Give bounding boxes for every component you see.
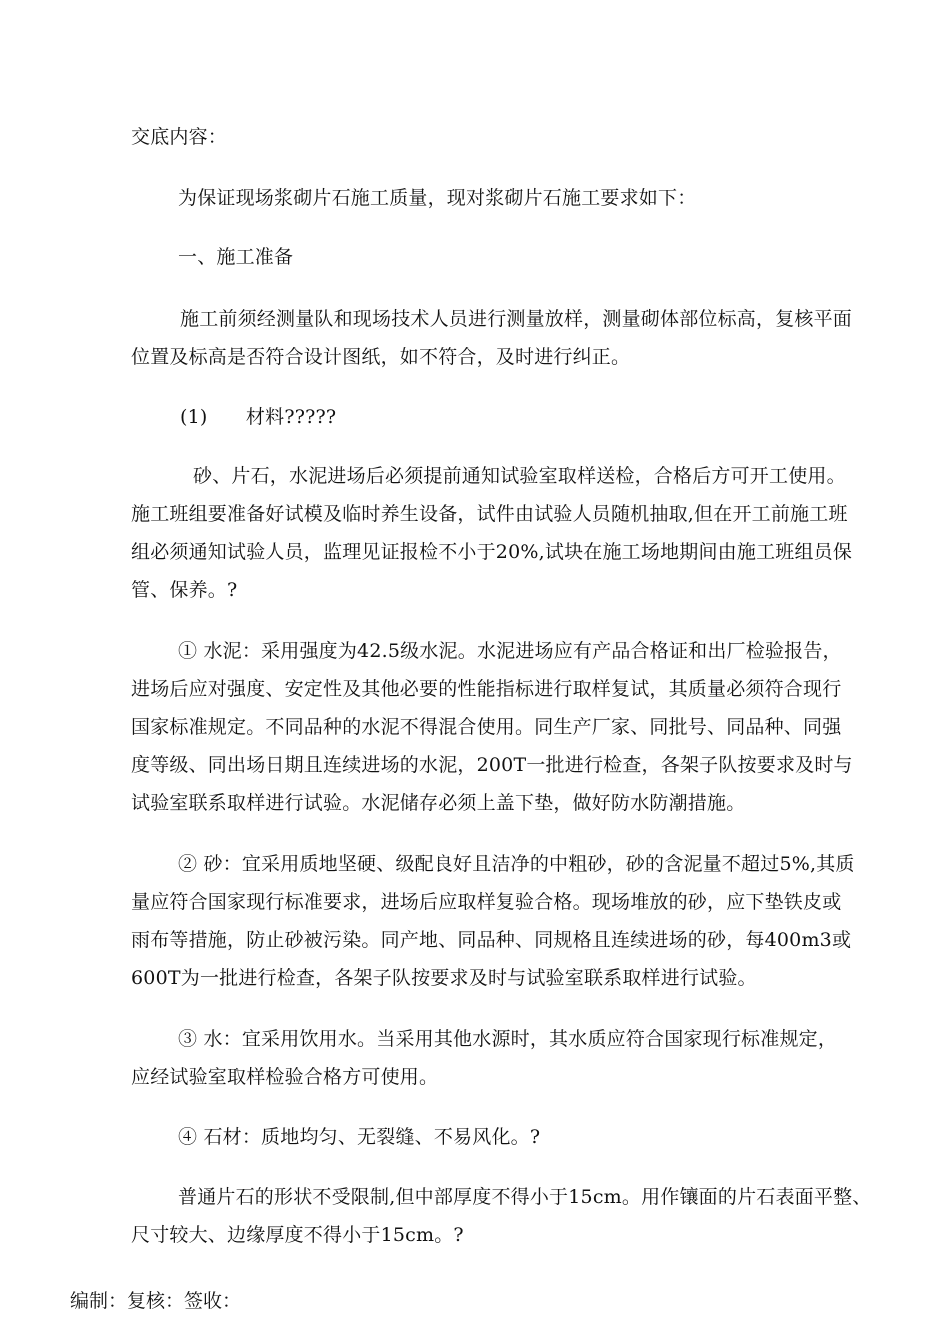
section-heading-preparation: 一、施工准备 (178, 246, 294, 268)
paragraph-water-line-2: 应经试验室取样检验合格方可使用。 (131, 1066, 439, 1088)
intro-paragraph: 为保证现场浆砌片石施工质量，现对浆砌片石施工要求如下： (178, 187, 697, 209)
paragraph-testing-line-4: 管、保养。? (131, 579, 238, 601)
paragraph-cement-line-1: ① 水泥：采用强度为42.5级水泥。水泥进场应有产品合格证和出厂检验报告， (178, 640, 842, 662)
paragraph-testing-line-2: 施工班组要准备好试模及临时养生设备，试件由试验人员随机抽取,但在开工前施工班 (131, 503, 848, 525)
paragraph-testing-line-1: 砂、片石，水泥进场后必须提前通知试验室取样送检，合格后方可开工使用。 (193, 465, 846, 487)
paragraph-cement-line-3: 国家标准规定。不同品种的水泥不得混合使用。同生产厂家、同批号、同品种、同强 (131, 716, 842, 738)
signature-footer: 编制：复核：签收： (70, 1290, 242, 1312)
paragraph-sand-line-1: ② 砂：宜采用质地坚硬、级配良好且洁净的中粗砂，砂的含泥量不超过5%,其质 (178, 853, 855, 875)
subsection-heading-materials: (1) 材料????? (180, 406, 337, 428)
paragraph-water-line-1: ③ 水：宜采用饮用水。当采用其他水源时，其水质应符合国家现行标准规定， (178, 1028, 838, 1050)
paragraph-sand-line-4: 600T为一批进行检查，各架子队按要求及时与试验室联系取样进行试验。 (131, 967, 757, 989)
paragraph-cement-line-4: 度等级、同出场日期且连续进场的水泥，200T一批进行检查，各架子队按要求及时与 (131, 754, 853, 776)
paragraph-stone-material: ④ 石材：质地均匀、无裂缝、不易风化。? (178, 1126, 541, 1148)
handover-heading: 交底内容： (131, 126, 228, 148)
paragraph-cement-line-5: 试验室联系取样进行试验。水泥储存必须上盖下垫，做好防水防潮措施。 (131, 792, 746, 814)
paragraph-sand-line-2: 量应符合国家现行标准要求，进场后应取样复验合格。现场堆放的砂，应下垫铁皮或 (131, 891, 842, 913)
paragraph-rubble-line-1: 普通片石的形状不受限制,但中部厚度不得小于15cm。用作镶面的片石表面平整、 (178, 1186, 872, 1208)
paragraph-sand-line-3: 雨布等措施，防止砂被污染。同产地、同品种、同规格且连续进场的砂，每400m3或 (131, 929, 852, 951)
paragraph-survey-line-2: 位置及标高是否符合设计图纸，如不符合，及时进行纠正。 (131, 346, 631, 368)
paragraph-survey-line-1: 施工前须经测量队和现场技术人员进行测量放样，测量砌体部位标高，复核平面 (180, 308, 853, 330)
paragraph-testing-line-3: 组必须通知试验人员，监理见证报检不小于20%,试块在施工场地期间由施工班组员保 (131, 541, 853, 563)
paragraph-rubble-line-2: 尺寸较大、边缘厚度不得小于15cm。? (131, 1224, 464, 1246)
paragraph-cement-line-2: 进场后应对强度、安定性及其他必要的性能指标进行取样复试，其质量必须符合现行 (131, 678, 842, 700)
